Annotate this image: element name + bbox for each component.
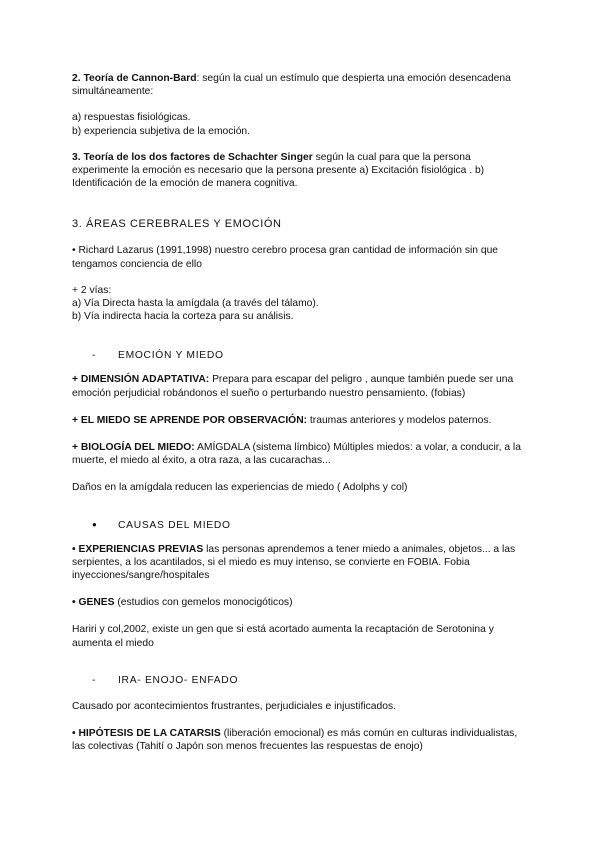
catarsis-text: (liberación emocional) es más común en culturas individualistas, las colectivas (Tahití o Japón son menos frecuentes las respuestas de enojo)	[72, 728, 518, 753]
catarsis-title: • HIPÓTESIS DE LA CATARSIS	[72, 728, 221, 740]
bullet-marker: ●	[92, 519, 98, 529]
observacion-paragraph	[72, 414, 524, 427]
dash-marker: -	[92, 674, 97, 686]
subheading-ira-label: IRA- ENOJO- ENFADO	[118, 674, 239, 686]
experiencias-paragraph	[72, 543, 524, 583]
adaptativa-text: Prepara para escapar del peligro , aunque también puede ser una emoción perjudicial robándonos el sueño o perturbando nuestro pensamiento. (fobias)	[72, 374, 514, 399]
vias-list	[72, 284, 524, 324]
subheading-causas-label: CAUSAS DEL MIEDO	[118, 519, 231, 531]
subheading-miedo-label: EMOCIÓN Y MIEDO	[118, 350, 224, 362]
cannon-bard-title: 2. Teoría de Cannon-Bard	[72, 73, 197, 84]
subheading-causas	[72, 520, 524, 531]
cannon-bard-paragraph	[72, 72, 524, 98]
genes-paragraph	[72, 596, 524, 609]
danos-paragraph: Daños en la amígdala reducen las experiencias de miedo ( Adolphs y col)	[72, 482, 408, 494]
adaptativa-title: + DIMENSIÓN ADAPTATIVA:	[72, 374, 210, 386]
section-heading-areas: 3. ÁREAS CEREBRALES Y EMOCIÓN	[72, 218, 282, 231]
cannon-bard-text: : según la cual un estímulo que despierta una emoción desencadena simultáneamente:	[72, 73, 511, 98]
schachter-title: 3. Teoría de los dos factores de Schachter Singer	[72, 151, 313, 163]
biologia-title: + BIOLOGÍA DEL MIEDO:	[72, 442, 195, 454]
schachter-text: según la cual para que la persona experimente la emoción es necesario que la persona presente a) Excitación fisiológica . b) Identificación de la emoción de manera cognitiva.	[72, 151, 485, 190]
biologia-text: AMÍGDALA (sistema límbico) Múltiples miedos: a volar, a conducir, a la muerte, el miedo al éxito, a otra raza, a las cucarachas...	[72, 442, 521, 467]
experiencias-text: las personas aprendemos a tener miedo a animales, objetos... a las serpientes, a los acantilados, si el miedo es muy intenso, se convierte en FOBIA. Fobia inyecciones/sangre/hospitales	[72, 543, 516, 582]
catarsis-paragraph	[72, 727, 524, 753]
lazarus-paragraph: • Richard Lazarus (1991,1998) nuestro cerebro procesa gran cantidad de información sin que tengamos conciencia de ello	[72, 245, 499, 270]
observacion-title: + EL MIEDO SE APRENDE POR OBSERVACIÓN:	[72, 414, 308, 426]
experiencias-title: • EXPERIENCIAS PREVIAS	[72, 543, 204, 555]
observacion-text: traumas anteriores y modelos paternos.	[307, 414, 492, 426]
list-item: b) experiencia subjetiva de la emoción.	[72, 125, 251, 137]
genes-title: • GENES	[72, 597, 115, 609]
genes-text: (estudios con gemelos monocigóticos)	[114, 597, 293, 609]
list-item: a) respuestas fisiológicas.	[72, 112, 191, 124]
list-item: + 2 vías:	[72, 284, 112, 296]
subheading-ira	[72, 675, 524, 686]
list-item: b) Vía indirecta hacia la corteza para su análisis.	[72, 311, 294, 323]
causado-paragraph: Causado por acontecimientos frustrantes, perjudiciales e injustificados.	[72, 700, 396, 712]
dash-marker: -	[92, 350, 97, 362]
biologia-paragraph	[72, 441, 524, 467]
cannon-bard-list	[72, 111, 524, 137]
schachter-paragraph	[72, 151, 524, 191]
adaptativa-paragraph	[72, 373, 524, 399]
subheading-miedo	[72, 350, 524, 361]
hariri-paragraph: Hariri y col,2002, existe un gen que si está acortado aumenta la recaptación de Serotonina y aumenta el miedo	[72, 624, 494, 649]
list-item: a) Vía Directa hasta la amígdala (a través del tálamo).	[72, 298, 319, 310]
